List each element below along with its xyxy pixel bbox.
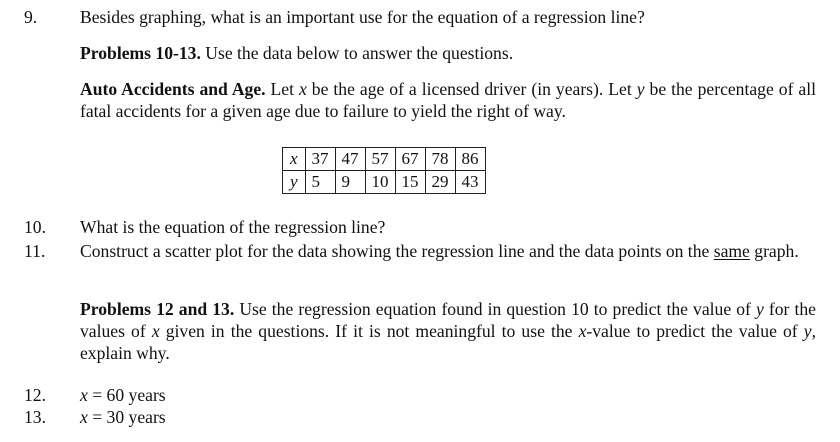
table-cell-y: 9 [335,171,365,194]
table-cell-y: 43 [455,171,485,194]
question-11-line-2: graph. [749,241,799,261]
auto-accidents-paragraph [80,78,816,122]
question-13-equation: = 30 years [87,407,166,427]
math-var-y: y [755,299,764,319]
table-cell-x: 86 [455,148,485,171]
problems-12-13-paragraph [80,298,816,364]
problems-10-13-heading: Problems 10-13. [80,43,201,63]
math-var-y: y [803,321,812,341]
question-10-text: What is the equation of the regression line? [80,217,386,237]
problems-10-13-intro [80,42,513,64]
table-cell-y: 29 [425,171,455,194]
table-label-y: y [283,171,306,194]
auto-accidents-text-1: Let [265,79,299,99]
question-11-number: 11. [24,241,46,261]
table-row-y [283,171,486,194]
problems-10-13-text: Use the data below to answer the questions. [200,43,514,63]
question-13-text [80,406,166,428]
problems-12-13-text-5: , explain why. [80,321,816,363]
auto-accidents-title: Auto Accidents and Age. [80,79,266,99]
question-10-number: 10. [24,217,46,237]
question-11-text [80,240,816,262]
table-cell-y: 10 [365,171,395,194]
auto-accidents-text-3: be the percentage of all fatal accidents for a given age due to failure to yield the right of way. [80,79,817,121]
math-var-x: x [151,321,160,341]
question-9-number: 9. [24,7,38,27]
math-var-x: x [80,385,88,405]
problems-12-13-text-1: Use the regression equation found in question 10 to predict the value of [234,299,756,319]
table-cell-x: 37 [305,148,335,171]
table-label-x: x [283,148,306,171]
table-cell-x: 67 [395,148,425,171]
math-var-y: y [636,79,645,99]
problems-12-13-text-2: for the values of [80,299,816,341]
math-var-x: x [80,407,88,427]
table-row-x [283,148,486,171]
auto-accidents-text-2: be the age of a licensed driver (in years). Let [306,79,637,99]
question-12-equation: = 60 years [87,385,166,405]
question-9-text: Besides graphing, what is an important use for the equation of a regression line? [80,7,645,27]
problems-12-13-text-4: -value to predict the value of [586,321,804,341]
question-11-underlined-word: same [713,241,750,261]
question-12-text [80,384,166,406]
math-var-x: x [299,79,307,99]
question-11-line-1: Construct a scatter plot for the data showing the regression line and the data points on the [80,241,710,261]
question-13-number: 13. [24,407,46,427]
problems-12-13-text-3: given in the questions. If it is not meaningful to use the [159,321,579,341]
table-cell-x: 57 [365,148,395,171]
question-12-number: 12. [24,385,46,405]
table-cell-x: 78 [425,148,455,171]
problems-12-13-heading: Problems 12 and 13. [80,299,235,319]
data-table [282,147,486,194]
math-var-x: x [578,321,587,341]
table-cell-y: 15 [395,171,425,194]
table-cell-x: 47 [335,148,365,171]
table-cell-y: 5 [305,171,335,194]
